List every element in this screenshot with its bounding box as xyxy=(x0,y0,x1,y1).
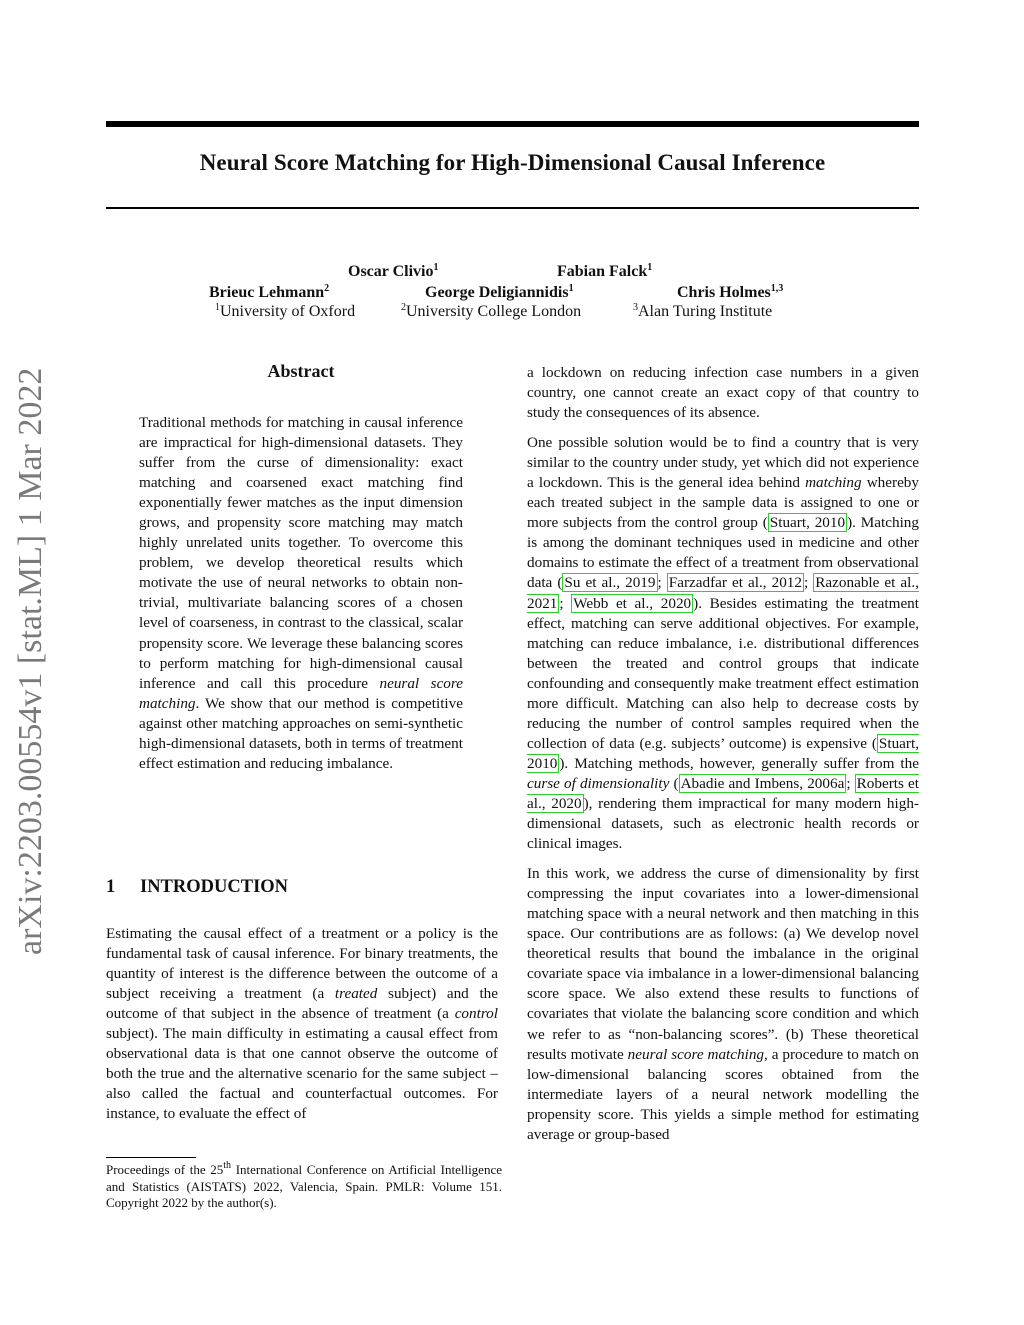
abstract-text: Traditional methods for matching in causal inference are impractical for high-dimensional datasets. They suffer from the curse of dimensionality: exact matching and coarsened exact matching find exponentially fewer matches as the input dimension grows, and propensity score matching may match highly unrelated units together. To overcome this problem, we develop theoretical results which motivate the use of neural networks to obtain non-trivial, multivariate balancing scores of a chosen level of coarseness, in contrast to the classical, scalar propensity score. We leverage these balancing scores to perform matching for high-dimensional causal inference and call this procedure neural score matching. We show that our method is competitive against other matching approaches on semi-synthetic high-dimensional datasets, both in terms of treatment effect estimation and reducing imbalance. xyxy=(139,414,463,772)
paragraph: One possible solution would be to find a country that is very similar to the country under study, yet which did not experience a lockdown. This is the general idea behind matching whereby each treated subject in the sample data is assigned to one or more subjects from the control group ( Stuart, 2010 ). Matching is among the dominant techniques used in medicine and other domains to estimate the effect of a treatment from observational data ( Su et al., 2019 ; Farzadfar et al., 2012 ; Razonable et al., 2021 ; Webb et al., 2020 ). Besides estimating the treatment effect, matching can serve additional objectives. For example, matching can reduce imbalance, i.e. distributional differences between the treated and control groups that indicate confounding and consequently make treatment effect estimation more difficult. Matching can also help to decrease costs by reducing the number of control samples required when the collection of data (e.g. subjects’ outcome) is expensive ( Stuart, 2010 ). Matching methods, however, generally suffer from the curse of dimensionality ( Abadie and Imbens, 2006a ; Roberts et al., 2020 ), rendering them impractical for many modern high-dimensional datasets, such as electronic health records or clinical images. xyxy=(527,434,919,853)
abstract-heading: Abstract xyxy=(267,361,335,381)
author: Oscar Clivio$^1$ xyxy=(348,262,439,280)
author: Brieuc Lehmann$^2$ xyxy=(209,283,330,301)
citation-link[interactable]: Webb et al., 2020 xyxy=(573,594,692,612)
citation-link[interactable]: Abadie and Imbens, 2006a xyxy=(680,774,845,792)
paragraph: In this work, we address the curse of dimensionality by first compressing the input covariates into a lower-dimensional matching space with a neural network and then matching in this space. Our contributions are as follows: (a) We develop novel theoretical results that bound the imbalance in the original covariate space via imbalance in a lower-dimensional balancing score space. We also extend these results to functions of covariates that violate the balancing score condition and which we refer to as “non-balancing scores”. (b) These theoretical results motivate neural score matching, a procedure to match on low-dimensional balancing scores obtained from the intermediate layers of a neural network modelling the propensity score. This yields a simple method for estimating average or group-based xyxy=(527,865,919,1143)
author: Chris Holmes$^{1,3}$ xyxy=(677,283,784,301)
title-bottom-rule xyxy=(106,207,919,209)
citation-link[interactable]: Farzadfar et al., 2012 xyxy=(668,574,802,592)
author: Fabian Falck$^1$ xyxy=(557,262,653,280)
title-top-rule xyxy=(106,121,919,127)
citation-link[interactable]: Roberts et al., 2020 xyxy=(527,774,919,812)
affiliation: $^3$Alan Turing Institute xyxy=(633,302,773,320)
citation-link[interactable]: Stuart, 2010 xyxy=(769,514,846,532)
author: George Deligiannidis$^1$ xyxy=(425,283,574,301)
affiliation: $^1$University of Oxford xyxy=(215,302,356,320)
footnote: Proceedings of the 25th International Conference on Artificial Intelligence and Statistics (AISTATS) 2022, Valencia, Spain. PMLR: Volume 151. Copyright 2022 by the author(s). xyxy=(106,1160,502,1211)
section-heading-introduction: 1 INTRODUCTION xyxy=(106,877,289,897)
right-column xyxy=(527,363,919,1145)
citation-link[interactable]: Stuart, 2010 xyxy=(527,734,919,772)
intro-paragraph: Estimating the causal effect of a treatment or a policy is the fundamental task of causal inference. For binary treatments, the quantity of interest is the difference between the outcome of a subject receiving a treatment (a treated subject) and the outcome of that subject in the absence of treatment (a control subject). The main difficulty in estimating a causal effect from observational data is that one cannot observe the outcome of both the true and the alternative scenario for the same subject – also called the factual and counterfactual outcomes. For instance, to evaluate the effect of xyxy=(106,925,499,1123)
affiliation: $^2$University College London xyxy=(401,302,582,320)
arxiv-watermark: arXiv:2203.00554v1 [stat.ML] 1 Mar 2022 xyxy=(12,367,49,955)
footnote-rule xyxy=(106,1157,196,1158)
paper-title: Neural Score Matching for High-Dimensional Causal Inference xyxy=(199,150,826,175)
paragraph: a lockdown on reducing infection case numbers in a given country, one cannot create an exact copy of that country to study the consequences of its absence. xyxy=(527,364,919,422)
citation-link[interactable]: Razonable et al., 2021 xyxy=(527,574,919,612)
citation-link[interactable]: Su et al., 2019 xyxy=(564,574,656,592)
